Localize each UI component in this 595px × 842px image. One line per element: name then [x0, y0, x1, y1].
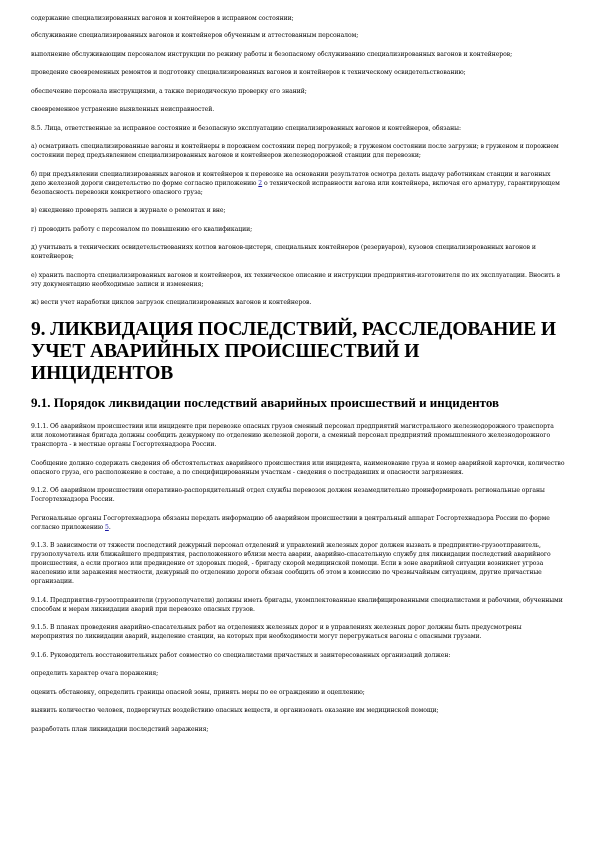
paragraph: разработать план ликвидации последствий заражения;: [31, 725, 209, 733]
appendix-2-link[interactable]: 2: [258, 179, 263, 187]
paragraph-text: .: [108, 523, 111, 531]
paragraph: 9.1.2. Об аварийном происшествии оперативно-распорядительный отдел службы перевозок должен незамедлительно проинформировать региональные органы Госгортехнадзора России.: [31, 487, 545, 503]
paragraph: а) осматривать специализированные вагоны и контейнеры в порожнем состоянии перед погрузкой; в груженом состоянии после загрузки; в груженом и порожнем состоянии перед предъявлением специализированных вагонов и контейнеров железнодорожной станции для перевозки;: [31, 143, 559, 159]
paragraph: г) проводить работу с персоналом по повышению его квалификации;: [31, 225, 253, 233]
appendix-5-link[interactable]: 5: [105, 523, 109, 531]
paragraph: е) хранить паспорта специализированных вагонов и контейнеров, их техническое описание и инструкции предприятия-изготовителя по их эксплуатации. Вносить в эту документацию необходимые записи и изменения;: [31, 271, 561, 288]
paragraph: 9.1.5. В планах проведения аварийно-спасательных работ на отделениях железных дорог и в управлениях железных дорог должны быть предусмотрены мероприятия по ликвидации аварий, выделение станции, на которых при необходимости могут перегружаться вагоны с опасными грузами.: [31, 624, 522, 640]
paragraph: 9.1.4. Предприятия-грузоотправители (грузополучатели) должны иметь бригады, укомплектованные квалифицированными специалистами и рабочими, обученными способам и мерам ликвидации аварий при перевозке опасных грузов.: [31, 596, 563, 613]
section-heading: 9. ЛИКВИДАЦИЯ ПОСЛЕДСТВИЙ, РАССЛЕДОВАНИЕ И УЧЕТ АВАРИЙНЫХ ПРОИСШЕСТВИЙ И ИНЦИДЕНТОВ: [31, 319, 556, 384]
paragraph: ж) вести учет наработки циклов загрузок специализированных вагонов и контейнеров.: [31, 299, 312, 306]
paragraph: 9.1.3. В зависимости от тяжести последствий дежурный персонал отделений и управлений железных дорог должен вызвать в предприятие-грузоотправитель, грузополучатель или ближайшего предприятия, расположенного вблизи места аварии, аварийно-спасательную службу для ликвидации последствий аварийного происшествия, а если прогноз или предвидение от здоровых людей, - бригаду скорой медицинской помощи. Если в зоне аварийной ситуации возникнет угроза населению или заражения местности, дежурный по отделению дороги обязан сообщить об этом в комиссию по чрезвычайным ситуациям, другие причастные организации.: [31, 542, 551, 585]
paragraph: определить характер очага поражения;: [31, 670, 159, 677]
paragraph: выполнение обслуживающим персоналом инструкции по режиму работы и безопасному обслуживанию специализированных вагонов и контейнеров;: [31, 50, 513, 58]
paragraph: 9.1.1. Об аварийном происшествии или инциденте при перевозке опасных грузов сменный персонал предприятий магистрального железнодорожного транспорта или локомотивная бригада должны сообщить дежурному по отделению железной дороги, а сменный персонал предприятий промышленного железнодорожного транспорта - в местные органы Госгортехнадзора России.: [31, 423, 554, 448]
paragraph: оценить обстановку, определить границы опасной зоны, принять меры по ее ограждению и оцеплению;: [31, 688, 365, 696]
paragraph: своевременное устранение выявленных неисправностей.: [31, 106, 215, 113]
paragraph: в) ежедневно проверять записи в журнале о ремонтах и вне;: [31, 207, 226, 214]
paragraph: проведение своевременных ремонтов и подготовку специализированных вагонов и контейнеров к техническому освидетельствованию;: [31, 69, 466, 76]
paragraph: 8.5. Лица, ответственные за исправное состояние и безопасную эксплуатацию специализированных вагонов и контейнеров, обязаны:: [31, 124, 461, 132]
paragraph: обслуживание специализированных вагонов и контейнеров обученным и аттестованным персоналом;: [31, 32, 359, 39]
paragraph: Сообщение должно содержать сведения об обстоятельствах аварийного происшествия или инцидента, наименование груза и номер аварийной карточки, количество опасного груза, его расположение в составе, а по специфицированным участкам - сведения о пострадавших и опасности загрязнения.: [31, 459, 565, 476]
paragraph-text: б) при предъявлении специализированных вагонов и контейнеров к перевозке на основании результатов осмотра делать выдачу работникам станции и вагонных депо железной дороги свидетельство по форме согласно приложению: [31, 170, 551, 187]
paragraph: обеспечение персонала инструкциями, а также периодическую проверку его знаний;: [31, 87, 307, 95]
paragraph: выявить количество человек, подвергнутых воздействию опасных веществ, и организовать оказание им медицинской помощи;: [31, 707, 439, 714]
subsection-heading: 9.1. Порядок ликвидации последствий аварийных происшествий и инцидентов: [31, 395, 500, 410]
paragraph-text: Региональные органы Госгортехнадзора обязаны передать информацию об аварийном происшествии в центральный аппарат Госгортехнадзора России по форме согласно приложению: [31, 514, 550, 531]
paragraph-with-link: [31, 514, 565, 532]
paragraph: 9.1.6. Руководитель восстановительных работ совместно со специалистами причастных и заинтересованных организаций должен:: [31, 651, 451, 659]
paragraph-with-link: [31, 170, 565, 197]
paragraph: содержание специализированных вагонов и контейнеров в исправном состоянии;: [31, 15, 294, 22]
paragraph-text: о технической исправности вагона или контейнера, включая его арматуру, гарантирующем безопасность перевозки конкретного опасного груза;: [31, 179, 560, 196]
paragraph: д) учитывать в технических освидетельствованиях котлов вагонов-цистерн, специальных контейнеров (резервуаров), кузовов специализированных вагонов и контейнеров;: [31, 244, 536, 260]
